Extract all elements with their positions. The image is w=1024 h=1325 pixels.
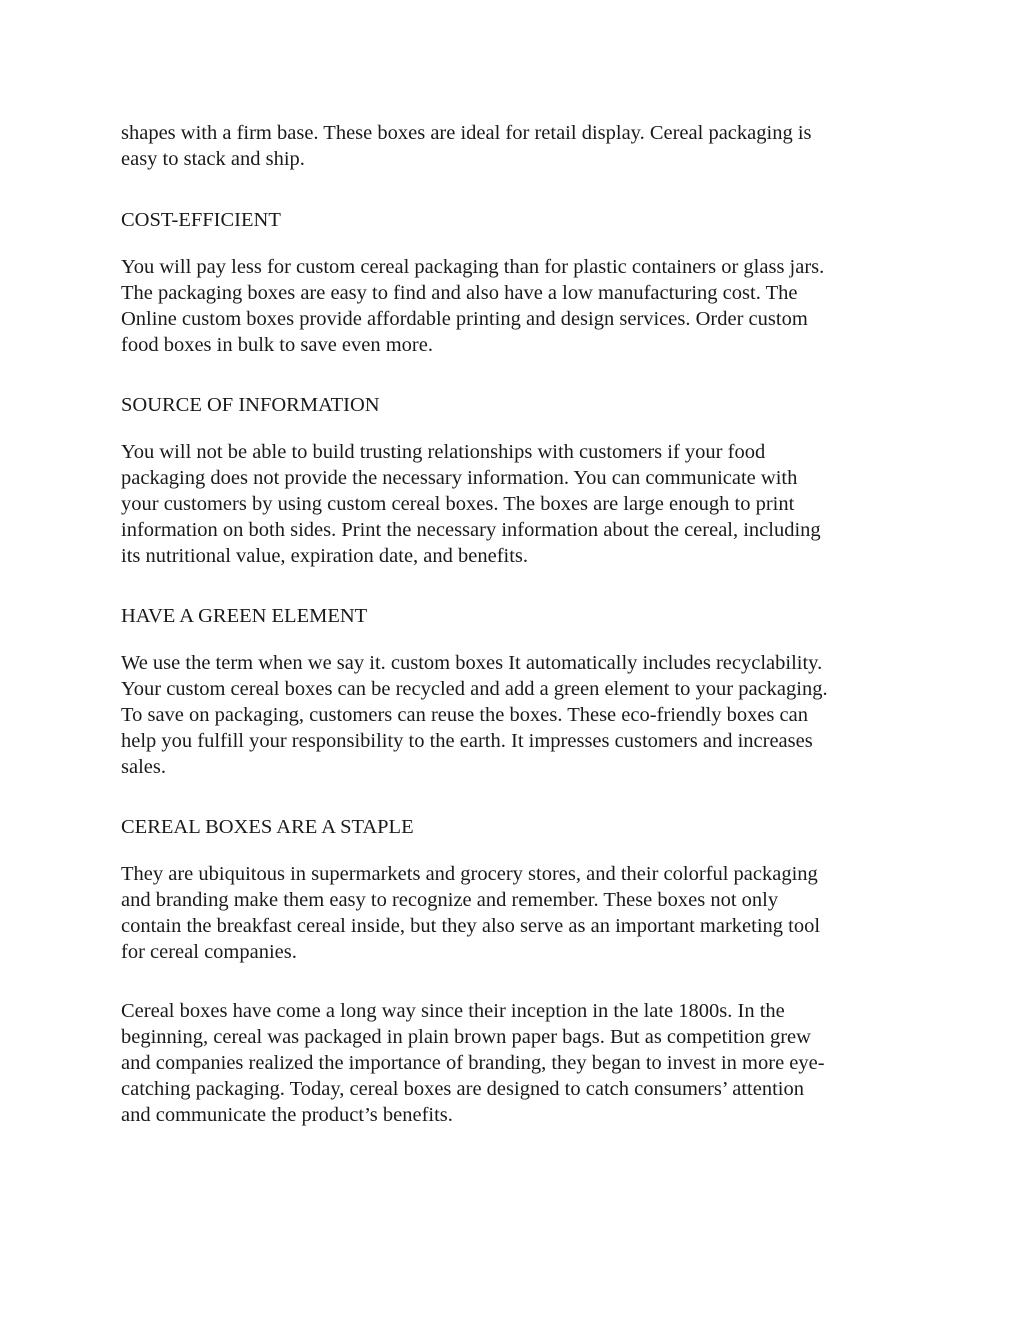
paragraph-line: We use the term when we say it. custom boxes It automatically includes recyclability. [121, 652, 823, 674]
paragraph-line: packaging does not provide the necessary information. You can communicate with [121, 467, 798, 489]
paragraph-line: They are ubiquitous in supermarkets and grocery stores, and their colorful packaging [121, 863, 818, 885]
section-heading: SOURCE OF INFORMATION [121, 394, 380, 416]
paragraph-line: The packaging boxes are easy to find and also have a low manufacturing cost. The [121, 282, 798, 304]
paragraph-line: Online custom boxes provide affordable printing and design services. Order custom [121, 308, 808, 330]
paragraph-line: food boxes in bulk to save even more. [121, 334, 433, 356]
paragraph-line: sales. [121, 756, 166, 778]
paragraph-line: You will pay less for custom cereal packaging than for plastic containers or glass jars. [121, 256, 825, 278]
section-heading: COST-EFFICIENT [121, 209, 281, 231]
paragraph-line: Cereal boxes have come a long way since their inception in the late 1800s. In the [121, 1000, 785, 1022]
intro-line: easy to stack and ship. [121, 148, 305, 170]
paragraph-line: You will not be able to build trusting relationships with customers if your food [121, 441, 766, 463]
paragraph-line: its nutritional value, expiration date, and benefits. [121, 545, 529, 567]
section-heading: HAVE A GREEN ELEMENT [121, 605, 368, 627]
paragraph-line: your customers by using custom cereal boxes. The boxes are large enough to print [121, 493, 795, 515]
paragraph-line: beginning, cereal was packaged in plain brown paper bags. But as competition grew [121, 1026, 811, 1048]
paragraph-line: and communicate the product’s benefits. [121, 1104, 453, 1126]
paragraph-line: and companies realized the importance of branding, they began to invest in more eye- [121, 1052, 825, 1074]
paragraph-line: and branding make them easy to recognize and remember. These boxes not only [121, 889, 779, 911]
paragraph-line: Your custom cereal boxes can be recycled and add a green element to your packaging. [121, 678, 828, 700]
intro-line: shapes with a firm base. These boxes are ideal for retail display. Cereal packaging is [121, 122, 812, 144]
paragraph-line: information on both sides. Print the necessary information about the cereal, including [121, 519, 821, 541]
paragraph-line: help you fulfill your responsibility to the earth. It impresses customers and increases [121, 730, 813, 752]
paragraph-line: To save on packaging, customers can reuse the boxes. These eco-friendly boxes can [121, 704, 808, 726]
paragraph-line: catching packaging. Today, cereal boxes are designed to catch consumers’ attention [121, 1078, 804, 1100]
paragraph-line: for cereal companies. [121, 941, 297, 963]
section-heading: CEREAL BOXES ARE A STAPLE [121, 816, 414, 838]
paragraph-line: contain the breakfast cereal inside, but they also serve as an important marketing tool [121, 915, 821, 937]
